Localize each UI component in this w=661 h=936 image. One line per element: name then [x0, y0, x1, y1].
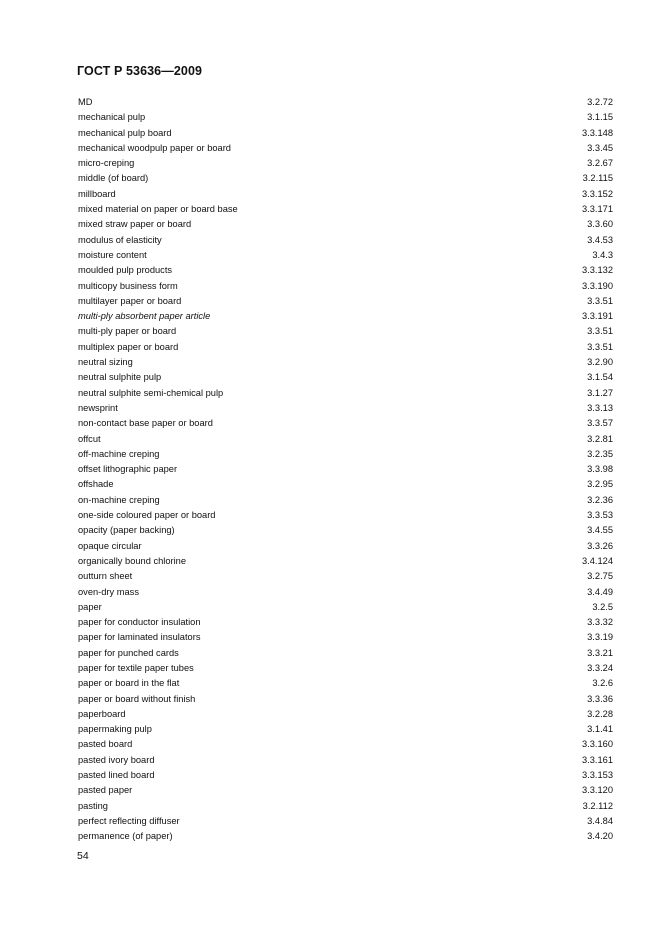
index-term: paper [78, 601, 102, 612]
index-entry [78, 171, 613, 186]
index-ref: 3.3.36 [587, 693, 613, 704]
index-term: mechanical pulp board [78, 127, 172, 138]
index-ref: 3.2.112 [582, 800, 613, 811]
index-entry [78, 386, 613, 401]
index-ref: 3.3.161 [581, 754, 613, 765]
index-ref: 3.1.27 [587, 387, 613, 398]
index-entry [78, 722, 613, 737]
index-term: permanence (of paper) [78, 831, 173, 842]
index-term: pasting [78, 800, 108, 811]
index-entry [78, 523, 613, 538]
index-entry [78, 692, 613, 707]
index-entry [78, 324, 613, 339]
index-term: multi-ply absorbent paper article [78, 311, 211, 322]
index-ref: 3.2.72 [587, 97, 613, 107]
index-ref: 3.3.152 [581, 188, 613, 199]
index-ref: 3.3.51 [587, 341, 613, 352]
index-ref: 3.3.132 [581, 265, 613, 276]
index-ref: 3.2.75 [587, 571, 613, 582]
index-ref: 3.1.41 [587, 724, 613, 735]
index-term: offcut [78, 433, 101, 444]
index-entry [78, 569, 613, 584]
index-term: opacity (paper backing) [78, 525, 175, 536]
index-entry [78, 340, 613, 355]
index-term: pasted paper [78, 785, 133, 796]
index-entry [78, 768, 613, 783]
index-entry [78, 416, 613, 431]
index-term: mechanical pulp [78, 112, 146, 123]
index-term: pasted board [78, 739, 133, 750]
index-ref: 3.3.24 [587, 662, 613, 673]
index-ref: 3.3.148 [581, 127, 613, 138]
index-entry [78, 814, 613, 829]
index-term: organically bound chlorine [78, 555, 187, 566]
index-ref: 3.3.45 [587, 142, 613, 153]
index-entry [78, 554, 613, 569]
index-entry [78, 799, 613, 814]
index-term: neutral sulphite semi-chemical pulp [78, 387, 224, 398]
index-ref: 3.2.67 [587, 158, 613, 169]
index-term: paperboard [78, 708, 126, 719]
index-entry [78, 126, 613, 141]
index-entry [78, 585, 613, 600]
index-entry [78, 95, 613, 110]
index-term: off-machine creping [78, 448, 160, 459]
index-ref: 3.2.36 [587, 494, 613, 505]
index-term: millboard [78, 188, 116, 199]
index-ref: 3.3.57 [587, 418, 613, 429]
index-entry [78, 646, 613, 661]
index-entry [78, 753, 613, 768]
index-term: offset lithographic paper [78, 464, 178, 475]
index-entry [78, 355, 613, 370]
index-term: outturn sheet [78, 571, 133, 582]
index-term: paper for laminated insulators [78, 632, 201, 643]
index-entry [78, 294, 613, 309]
index-entry [78, 187, 613, 202]
index-list [78, 95, 613, 845]
index-ref: 3.3.19 [587, 632, 613, 643]
index-entry [78, 737, 613, 752]
index-ref: 3.3.26 [587, 540, 613, 551]
index-term: multilayer paper or board [78, 295, 182, 306]
index-entry [78, 615, 613, 630]
index-entry [78, 263, 613, 278]
index-ref: 3.4.20 [587, 831, 613, 842]
index-term: mixed straw paper or board [78, 219, 192, 230]
index-entry [78, 600, 613, 615]
index-entry [78, 829, 613, 844]
index-ref: 3.3.191 [581, 311, 613, 322]
index-term: modulus of elasticity [78, 234, 162, 245]
index-ref: 3.2.6 [592, 678, 613, 689]
index-ref: 3.4.49 [587, 586, 613, 597]
index-entry [78, 370, 613, 385]
index-entry [78, 309, 613, 324]
index-term: paper or board without finish [78, 693, 196, 704]
index-entry [78, 630, 613, 645]
index-term: MD [78, 97, 93, 107]
index-ref: 3.1.15 [587, 112, 613, 123]
index-ref: 3.2.95 [587, 479, 613, 490]
index-ref: 3.3.51 [587, 295, 613, 306]
index-entry [78, 661, 613, 676]
index-ref: 3.4.3 [592, 249, 613, 260]
index-ref: 3.4.124 [581, 555, 613, 566]
index-term: pasted ivory board [78, 754, 155, 765]
index-entry [78, 539, 613, 554]
index-term: moisture content [78, 249, 147, 260]
index-ref: 3.3.171 [581, 204, 613, 215]
index-term: oven-dry mass [78, 586, 139, 597]
index-entry [78, 233, 613, 248]
index-ref: 3.4.55 [587, 525, 613, 536]
index-term: neutral sulphite pulp [78, 372, 162, 383]
index-ref: 3.2.5 [592, 601, 613, 612]
index-ref: 3.3.153 [581, 770, 613, 781]
index-term: multiplex paper or board [78, 341, 179, 352]
index-ref: 3.3.160 [581, 739, 613, 750]
index-term: paper for punched cards [78, 647, 179, 658]
index-ref: 3.3.13 [587, 402, 613, 413]
index-ref: 3.3.190 [581, 280, 613, 291]
index-term: opaque circular [78, 540, 142, 551]
index-term: paper or board in the flat [78, 678, 180, 689]
index-ref: 3.2.115 [582, 173, 613, 184]
index-term: multicopy business form [78, 280, 178, 291]
index-term: on-machine creping [78, 494, 160, 505]
index-term: newsprint [78, 402, 118, 413]
index-entry [78, 462, 613, 477]
index-ref: 3.3.51 [587, 326, 613, 337]
index-entry [78, 432, 613, 447]
index-term: neutral sizing [78, 357, 133, 368]
index-entry [78, 401, 613, 416]
index-term: mechanical woodpulp paper or board [78, 142, 231, 153]
index-term: offshade [78, 479, 114, 490]
index-term: paper for conductor insulation [78, 617, 201, 628]
index-entry [78, 217, 613, 232]
index-term: moulded pulp products [78, 265, 173, 276]
index-term: mixed material on paper or board base [78, 204, 238, 215]
index-entry [78, 279, 613, 294]
index-ref: 3.4.84 [587, 815, 613, 826]
index-entry [78, 110, 613, 125]
index-term: non-contact base paper or board [78, 418, 213, 429]
index-ref: 3.3.120 [581, 785, 613, 796]
index-ref: 3.3.21 [587, 647, 613, 658]
index-ref: 3.3.98 [587, 464, 613, 475]
index-ref: 3.2.81 [587, 433, 613, 444]
page-header: ГОСТ Р 53636—2009 [77, 64, 203, 78]
index-ref: 3.3.60 [587, 219, 613, 230]
index-ref: 3.2.35 [587, 448, 613, 459]
index-term: middle (of board) [78, 173, 149, 184]
index-entry [78, 248, 613, 263]
index-entry [78, 508, 613, 523]
index-term: paper for textile paper tubes [78, 662, 194, 673]
index-entry [78, 676, 613, 691]
index-ref: 3.1.54 [587, 372, 613, 383]
index-term: papermaking pulp [78, 724, 152, 735]
index-entry [78, 447, 613, 462]
index-entry [78, 477, 613, 492]
index-entry [78, 141, 613, 156]
index-term: perfect reflecting diffuser [78, 815, 180, 826]
page-number: 54 [77, 850, 89, 862]
index-term: one-side coloured paper or board [78, 510, 216, 521]
index-ref: 3.4.53 [587, 234, 613, 245]
index-entry [78, 156, 613, 171]
index-term: micro-creping [78, 158, 135, 169]
index-ref: 3.3.53 [587, 510, 613, 521]
index-term: pasted lined board [78, 770, 155, 781]
index-term: multi-ply paper or board [78, 326, 177, 337]
index-ref: 3.3.32 [587, 617, 613, 628]
index-ref: 3.2.90 [587, 357, 613, 368]
index-ref: 3.2.28 [587, 708, 613, 719]
index-entry [78, 707, 613, 722]
index-entry [78, 202, 613, 217]
index-entry [78, 783, 613, 798]
index-entry [78, 493, 613, 508]
